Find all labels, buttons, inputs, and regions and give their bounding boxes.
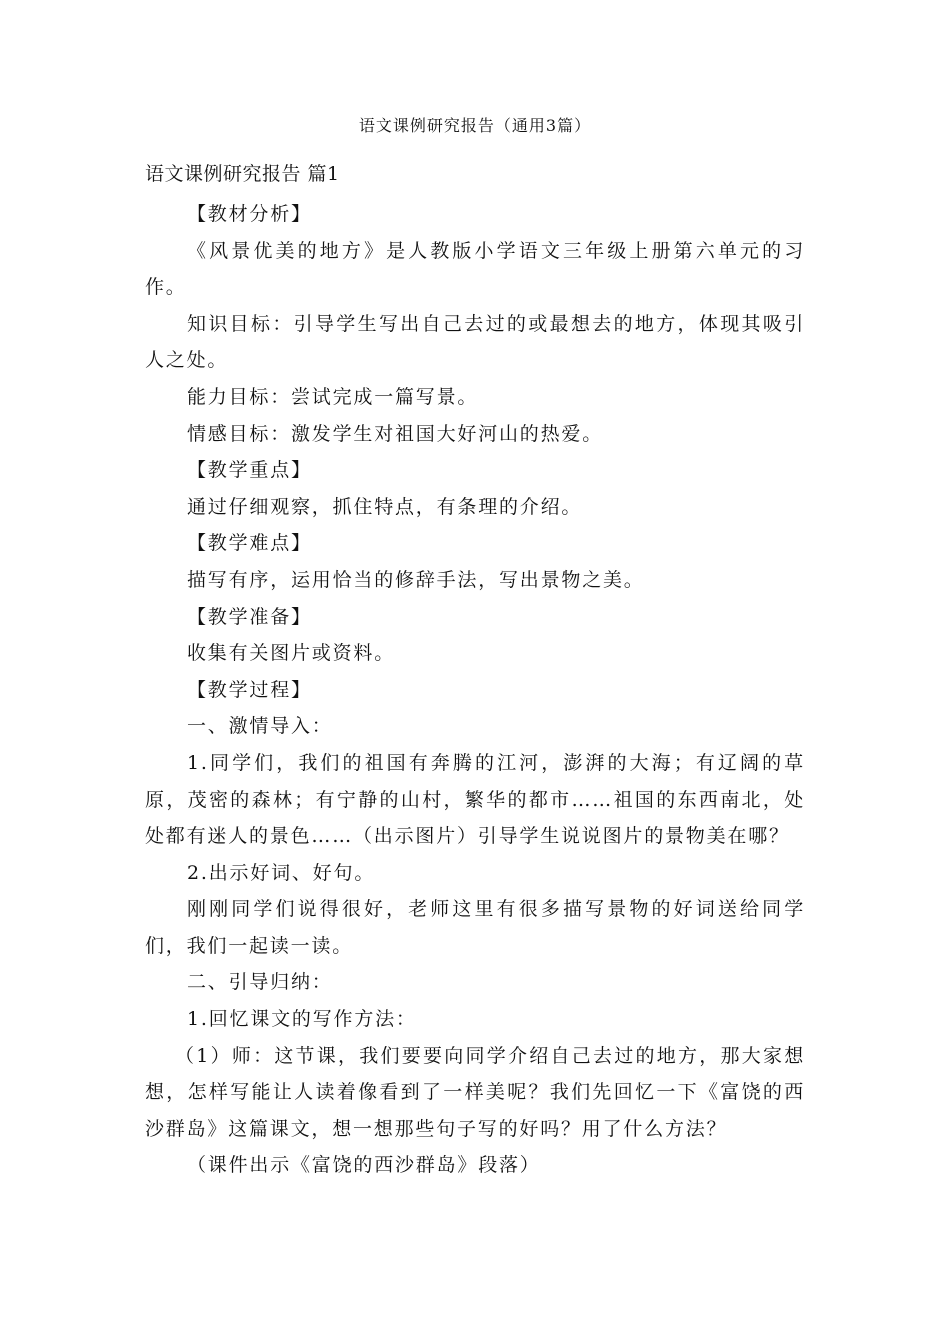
heading-teaching-process: 【教学过程】: [187, 678, 312, 701]
paragraph: （课件出示《富饶的西沙群岛》段落）: [187, 1154, 541, 1177]
paragraph: 收集有关图片或资料。: [187, 642, 396, 665]
paragraph: 情感目标：激发学生对祖国大好河山的热爱。: [187, 422, 604, 445]
paragraph: 《风景优美的地方》是人教版小学语文三年级上册第六单元的习作。: [145, 239, 805, 299]
section-title: 语文课例研究报告 篇1: [145, 163, 340, 185]
heading-teaching-focus: 【教学重点】: [187, 459, 312, 482]
paragraph: 通过仔细观察，抓住特点，有条理的介绍。: [187, 495, 583, 518]
heading-teaching-difficulty: 【教学难点】: [187, 532, 312, 555]
heading-teaching-preparation: 【教学准备】: [187, 605, 312, 628]
paragraph: 能力目标：尝试完成一篇写景。: [187, 385, 479, 408]
subheading: 二、引导归纳：: [187, 971, 333, 994]
paragraph: （1）师：这节课，我们要要向同学介绍自己去过的地方，那大家想想，怎样写能让人读着像看到了一样美呢？我们先回忆一下《富饶的西沙群岛》这篇课文，想一想那些句子写的好吗？用了什么方法？: [145, 1044, 805, 1140]
heading-textbook-analysis: 【教材分析】: [187, 203, 312, 225]
paragraph: 2.出示好词、好句。: [187, 861, 376, 884]
document-title: 语文课例研究报告（通用3篇）: [358, 116, 592, 135]
subheading: 一、激情导入：: [187, 715, 333, 738]
paragraph: 刚刚同学们说得很好，老师这里有很多描写景物的好词送给同学们，我们一起读一读。: [145, 898, 805, 957]
document-body: [145, 196, 805, 1184]
paragraph: 1.回忆课文的写作方法：: [187, 1008, 417, 1031]
paragraph: 知识目标：引导学生写出自己去过的或最想去的地方，体现其吸引人之处。: [145, 312, 805, 372]
paragraph: 描写有序，运用恰当的修辞手法，写出景物之美。: [187, 568, 645, 591]
paragraph: 1.同学们，我们的祖国有奔腾的江河，澎湃的大海；有辽阔的草原，茂密的森林；有宁静的山村，繁华的都市……祖国的东西南北，处处都有迷人的景色……（出示图片）引导学生说说图片的景物美在哪？: [145, 751, 805, 848]
